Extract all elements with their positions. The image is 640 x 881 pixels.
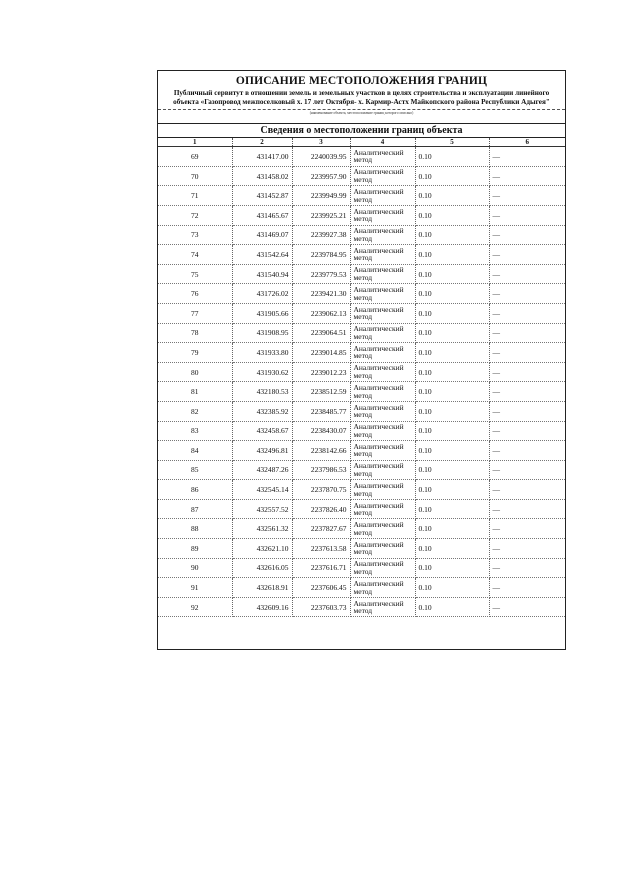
table-cell: 2239784.95 [292, 245, 350, 265]
table-cell: — [489, 343, 565, 363]
table-row [158, 264, 565, 284]
table-cell: Аналитический метод [350, 401, 415, 421]
table-cell: 2239012.23 [292, 362, 350, 382]
table-cell: 72 [158, 205, 232, 225]
table-cell: 431908.95 [232, 323, 292, 343]
table-cell: — [489, 597, 565, 617]
table-cell: 82 [158, 401, 232, 421]
table-row [158, 558, 565, 578]
table-cell: Аналитический метод [350, 284, 415, 304]
table-cell: 0.10 [415, 186, 489, 206]
table-cell: 2239062.13 [292, 303, 350, 323]
table-cell: 84 [158, 441, 232, 461]
table-cell: 0.10 [415, 147, 489, 167]
table-row [158, 441, 565, 461]
table-cell: 0.10 [415, 264, 489, 284]
table-cell: 432545.14 [232, 480, 292, 500]
table-cell: Аналитический метод [350, 460, 415, 480]
table-row [158, 245, 565, 265]
table-header-row [158, 138, 565, 147]
table-cell: 2237827.67 [292, 519, 350, 539]
table-cell: 91 [158, 578, 232, 598]
table-cell: 2239421.30 [292, 284, 350, 304]
table-body [158, 147, 565, 617]
table-row [158, 166, 565, 186]
table-cell: Аналитический метод [350, 303, 415, 323]
table-cell: 2240039.95 [292, 147, 350, 167]
table-row [158, 186, 565, 206]
table-cell: — [489, 166, 565, 186]
table-row [158, 401, 565, 421]
table-row [158, 519, 565, 539]
table-row [158, 225, 565, 245]
table-cell: 0.10 [415, 519, 489, 539]
table-cell: 2239014.85 [292, 343, 350, 363]
table-cell: — [489, 441, 565, 461]
table-cell: Аналитический метод [350, 205, 415, 225]
table-cell: Аналитический метод [350, 323, 415, 343]
table-cell: 431542.64 [232, 245, 292, 265]
table-cell: Аналитический метод [350, 362, 415, 382]
table-cell: 432487.26 [232, 460, 292, 480]
table-cell: 2239779.53 [292, 264, 350, 284]
table-cell: — [489, 578, 565, 598]
table-cell: 2237870.75 [292, 480, 350, 500]
table-cell: Аналитический метод [350, 186, 415, 206]
boundary-table [158, 138, 565, 617]
table-cell: Аналитический метод [350, 225, 415, 245]
table-cell: 73 [158, 225, 232, 245]
table-cell: 71 [158, 186, 232, 206]
table-cell: 431417.00 [232, 147, 292, 167]
table-row [158, 343, 565, 363]
table-cell: 2239927.38 [292, 225, 350, 245]
table-cell: — [489, 539, 565, 559]
table-cell: 88 [158, 519, 232, 539]
table-cell: Аналитический метод [350, 245, 415, 265]
table-cell: — [489, 186, 565, 206]
table-cell: 74 [158, 245, 232, 265]
table-cell: Аналитический метод [350, 343, 415, 363]
table-cell: Аналитический метод [350, 578, 415, 598]
table-cell: 70 [158, 166, 232, 186]
section-heading: Сведения о местоположении границ объекта [158, 123, 565, 138]
table-cell: 2238142.66 [292, 441, 350, 461]
table-cell: 0.10 [415, 343, 489, 363]
column-header: 1 [158, 138, 232, 147]
table-row [158, 303, 565, 323]
table-cell: 2239957.90 [292, 166, 350, 186]
table-cell: 2237826.40 [292, 499, 350, 519]
table-cell: 432557.52 [232, 499, 292, 519]
table-cell: 0.10 [415, 480, 489, 500]
table-cell: 432180.53 [232, 382, 292, 402]
table-cell: — [489, 245, 565, 265]
table-cell: 2239925.21 [292, 205, 350, 225]
table-cell: 432561.32 [232, 519, 292, 539]
table-row [158, 480, 565, 500]
table-cell: 431930.62 [232, 362, 292, 382]
table-cell: — [489, 519, 565, 539]
table-cell: Аналитический метод [350, 382, 415, 402]
document-sheet [157, 70, 566, 650]
table-cell: 2239064.51 [292, 323, 350, 343]
table-cell: 0.10 [415, 382, 489, 402]
table-row [158, 382, 565, 402]
table-cell: 92 [158, 597, 232, 617]
table-cell: 2238512.59 [292, 382, 350, 402]
table-cell: Аналитический метод [350, 441, 415, 461]
table-cell: Аналитический метод [350, 147, 415, 167]
table-cell: — [489, 303, 565, 323]
table-row [158, 205, 565, 225]
table-cell: 89 [158, 539, 232, 559]
table-cell: 87 [158, 499, 232, 519]
table-cell: 0.10 [415, 558, 489, 578]
table-cell: 2237616.71 [292, 558, 350, 578]
table-row [158, 597, 565, 617]
table-cell: 2238430.07 [292, 421, 350, 441]
table-cell: 86 [158, 480, 232, 500]
table-cell: 0.10 [415, 303, 489, 323]
table-cell: — [489, 401, 565, 421]
table-cell: 90 [158, 558, 232, 578]
table-cell: Аналитический метод [350, 597, 415, 617]
table-cell: 78 [158, 323, 232, 343]
column-header: 3 [292, 138, 350, 147]
column-header: 5 [415, 138, 489, 147]
table-row [158, 147, 565, 167]
table-cell: 0.10 [415, 499, 489, 519]
table-cell: 81 [158, 382, 232, 402]
table-row [158, 362, 565, 382]
table-row [158, 578, 565, 598]
table-cell: Аналитический метод [350, 519, 415, 539]
table-cell: 2239949.99 [292, 186, 350, 206]
table-cell: 432458.67 [232, 421, 292, 441]
table-cell: 2237603.73 [292, 597, 350, 617]
table-row [158, 323, 565, 343]
table-cell: 431465.67 [232, 205, 292, 225]
table-cell: 432616.05 [232, 558, 292, 578]
table-row [158, 539, 565, 559]
table-cell: 432496.81 [232, 441, 292, 461]
table-cell: 432618.91 [232, 578, 292, 598]
table-cell: 431933.80 [232, 343, 292, 363]
table-cell: 0.10 [415, 460, 489, 480]
table-cell: Аналитический метод [350, 499, 415, 519]
table-cell: — [489, 147, 565, 167]
table-cell: 77 [158, 303, 232, 323]
table-cell: 0.10 [415, 225, 489, 245]
table-cell: 0.10 [415, 166, 489, 186]
table-cell: — [489, 558, 565, 578]
table-cell: — [489, 382, 565, 402]
table-cell: 2238485.77 [292, 401, 350, 421]
table-cell: 0.10 [415, 441, 489, 461]
table-cell: 0.10 [415, 284, 489, 304]
table-cell: 432385.92 [232, 401, 292, 421]
table-cell: 431905.66 [232, 303, 292, 323]
table-cell: — [489, 421, 565, 441]
table-cell: — [489, 264, 565, 284]
table-cell: 2237606.45 [292, 578, 350, 598]
table-cell: 69 [158, 147, 232, 167]
table-cell: 432609.16 [232, 597, 292, 617]
table-cell: 0.10 [415, 323, 489, 343]
table-cell: — [489, 205, 565, 225]
table-cell: 80 [158, 362, 232, 382]
table-cell: Аналитический метод [350, 421, 415, 441]
table-cell: — [489, 499, 565, 519]
table-cell: 431469.07 [232, 225, 292, 245]
table-row [158, 499, 565, 519]
table-row [158, 460, 565, 480]
document-subtitle: Публичный сервитут в отношении земель и земельных участков в целях строительства и эксплуатации линейного объекта «Газопровод межпоселковый х. 17 лет Октября- х. Кармир-Астх Майкопского района Республики Адыгея" [173, 89, 550, 106]
table-cell: 85 [158, 460, 232, 480]
subtitle-underline [158, 109, 565, 110]
table-cell: — [489, 284, 565, 304]
table-cell: 0.10 [415, 597, 489, 617]
table-cell: Аналитический метод [350, 166, 415, 186]
column-header: 2 [232, 138, 292, 147]
table-cell: Аналитический метод [350, 264, 415, 284]
table-cell: 431726.02 [232, 284, 292, 304]
table-cell: 431458.02 [232, 166, 292, 186]
table-cell: 2237986.53 [292, 460, 350, 480]
table-cell: 0.10 [415, 401, 489, 421]
column-header: 6 [489, 138, 565, 147]
table-cell: 75 [158, 264, 232, 284]
table-cell: 79 [158, 343, 232, 363]
table-cell: 0.10 [415, 245, 489, 265]
table-cell: 432621.10 [232, 539, 292, 559]
table-cell: — [489, 460, 565, 480]
document-title: ОПИСАНИЕ МЕСТОПОЛОЖЕНИЯ ГРАНИЦ [235, 75, 488, 87]
table-cell: — [489, 323, 565, 343]
table-cell: Аналитический метод [350, 539, 415, 559]
table-cell: 0.10 [415, 578, 489, 598]
table-cell: 0.10 [415, 421, 489, 441]
table-cell: — [489, 480, 565, 500]
table-cell: 0.10 [415, 205, 489, 225]
table-cell: — [489, 362, 565, 382]
table-cell: — [489, 225, 565, 245]
table-cell: 0.10 [415, 539, 489, 559]
table-cell: 76 [158, 284, 232, 304]
table-cell: 431540.94 [232, 264, 292, 284]
table-cell: Аналитический метод [350, 558, 415, 578]
table-cell: 83 [158, 421, 232, 441]
document-caption: (наименование объекта, местоположение границ которого описано) [309, 111, 414, 116]
table-cell: 0.10 [415, 362, 489, 382]
column-header: 4 [350, 138, 415, 147]
table-cell: 431452.87 [232, 186, 292, 206]
table-cell: 2237613.58 [292, 539, 350, 559]
table-cell: Аналитический метод [350, 480, 415, 500]
table-row [158, 421, 565, 441]
table-row [158, 284, 565, 304]
